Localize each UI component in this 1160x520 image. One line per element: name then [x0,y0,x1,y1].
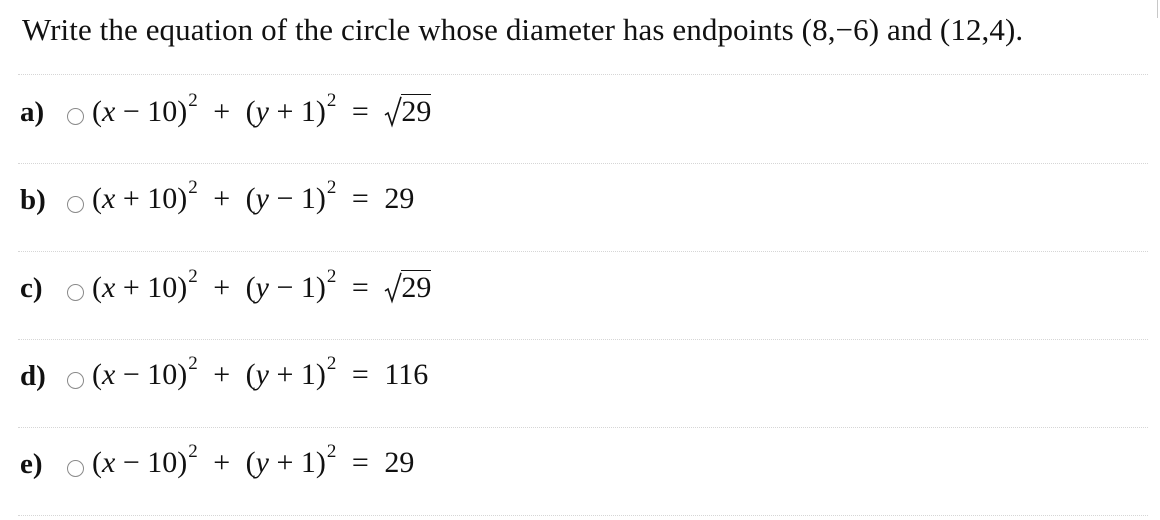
number: 1 [300,95,316,128]
answer-option-c[interactable] [0,252,1160,340]
open-paren: ( [245,446,256,479]
number: 10 [147,271,178,304]
option-equation [92,90,432,129]
variable-x: x [102,446,116,479]
open-paren: ( [92,95,102,128]
exponent: 2 [326,90,337,111]
number: 10 [147,446,178,479]
variable-y: y [255,182,269,215]
number: 10 [147,358,178,391]
close-paren: ) [177,358,188,391]
option-letter: a) [20,96,45,128]
variable-y: y [255,358,269,391]
open-paren: ( [245,95,256,128]
radio-button-b[interactable] [67,196,84,213]
number: 1 [300,182,316,215]
close-paren: ) [315,358,326,391]
exponent: 2 [188,353,198,374]
divider [18,515,1148,516]
variable-x: x [102,95,116,128]
sign: + [115,271,148,304]
radio-button-a[interactable] [67,108,84,125]
equals-sign: = [351,358,369,391]
exponent: 2 [188,441,198,462]
open-paren: ( [92,358,102,391]
answer-option-d[interactable] [0,340,1160,428]
equals-sign: = [351,271,369,304]
option-equation [92,177,415,216]
option-letter: b) [20,184,46,216]
exponent: 2 [326,177,337,198]
option-letter: e) [20,448,43,480]
divider [18,74,1148,75]
radical-sign-icon [384,272,402,304]
radicand: 29 [401,271,432,304]
square-root [384,270,431,305]
number: 10 [147,182,178,215]
sign: − [269,182,301,215]
option-equation [92,353,429,392]
open-paren: ( [245,182,256,215]
option-equation [92,441,415,480]
close-paren: ) [177,271,188,304]
equals-sign: = [351,95,369,128]
radicand: 29 [401,95,432,128]
sign: + [269,95,301,128]
close-paren: ) [315,446,326,479]
option-letter: c) [20,272,43,304]
open-paren: ( [92,271,102,304]
plus-operator: + [213,182,231,215]
variable-x: x [102,358,116,391]
sign: + [269,446,301,479]
sign: − [115,446,148,479]
exponent: 2 [188,266,198,287]
radio-button-e[interactable] [67,460,84,477]
exponent: 2 [326,353,337,374]
open-paren: ( [92,182,102,215]
sign: + [269,358,301,391]
plus-operator: + [213,271,231,304]
sign: − [269,271,301,304]
number: 1 [300,358,316,391]
sign: − [115,95,148,128]
question-text: Write the equation of the circle whose diameter has endpoints (8,−6) and (12,4). [22,12,1024,47]
answer-option-e[interactable] [0,428,1160,516]
sign: + [115,182,148,215]
option-equation [92,266,432,305]
close-paren: ) [177,446,188,479]
plus-operator: + [213,446,231,479]
exponent: 2 [326,266,337,287]
close-paren: ) [177,182,188,215]
equals-sign: = [351,446,369,479]
variable-x: x [102,271,116,304]
open-paren: ( [245,271,256,304]
variable-y: y [255,95,269,128]
radio-button-c[interactable] [67,284,84,301]
open-paren: ( [92,446,102,479]
right-hand-side: 29 [384,182,415,215]
variable-x: x [102,182,116,215]
option-letter: d) [20,360,46,392]
number: 1 [300,446,316,479]
number: 1 [300,271,316,304]
sign: − [115,358,148,391]
plus-operator: + [213,358,231,391]
exponent: 2 [188,90,198,111]
equals-sign: = [351,182,369,215]
open-paren: ( [245,358,256,391]
close-paren: ) [315,271,326,304]
answer-option-b[interactable] [0,164,1160,252]
close-paren: ) [177,95,188,128]
square-root [384,94,431,129]
variable-y: y [255,446,269,479]
number: 10 [147,95,178,128]
variable-y: y [255,271,269,304]
radio-button-d[interactable] [67,372,84,389]
close-paren: ) [315,95,326,128]
right-hand-side: 116 [384,358,429,391]
radical-sign-icon [384,96,402,128]
plus-operator: + [213,95,231,128]
answer-option-a[interactable] [0,76,1160,164]
exponent: 2 [326,441,337,462]
answer-options [0,76,1160,516]
panel-edge [1157,0,1158,18]
right-hand-side: 29 [384,446,415,479]
close-paren: ) [315,182,326,215]
exponent: 2 [188,177,198,198]
